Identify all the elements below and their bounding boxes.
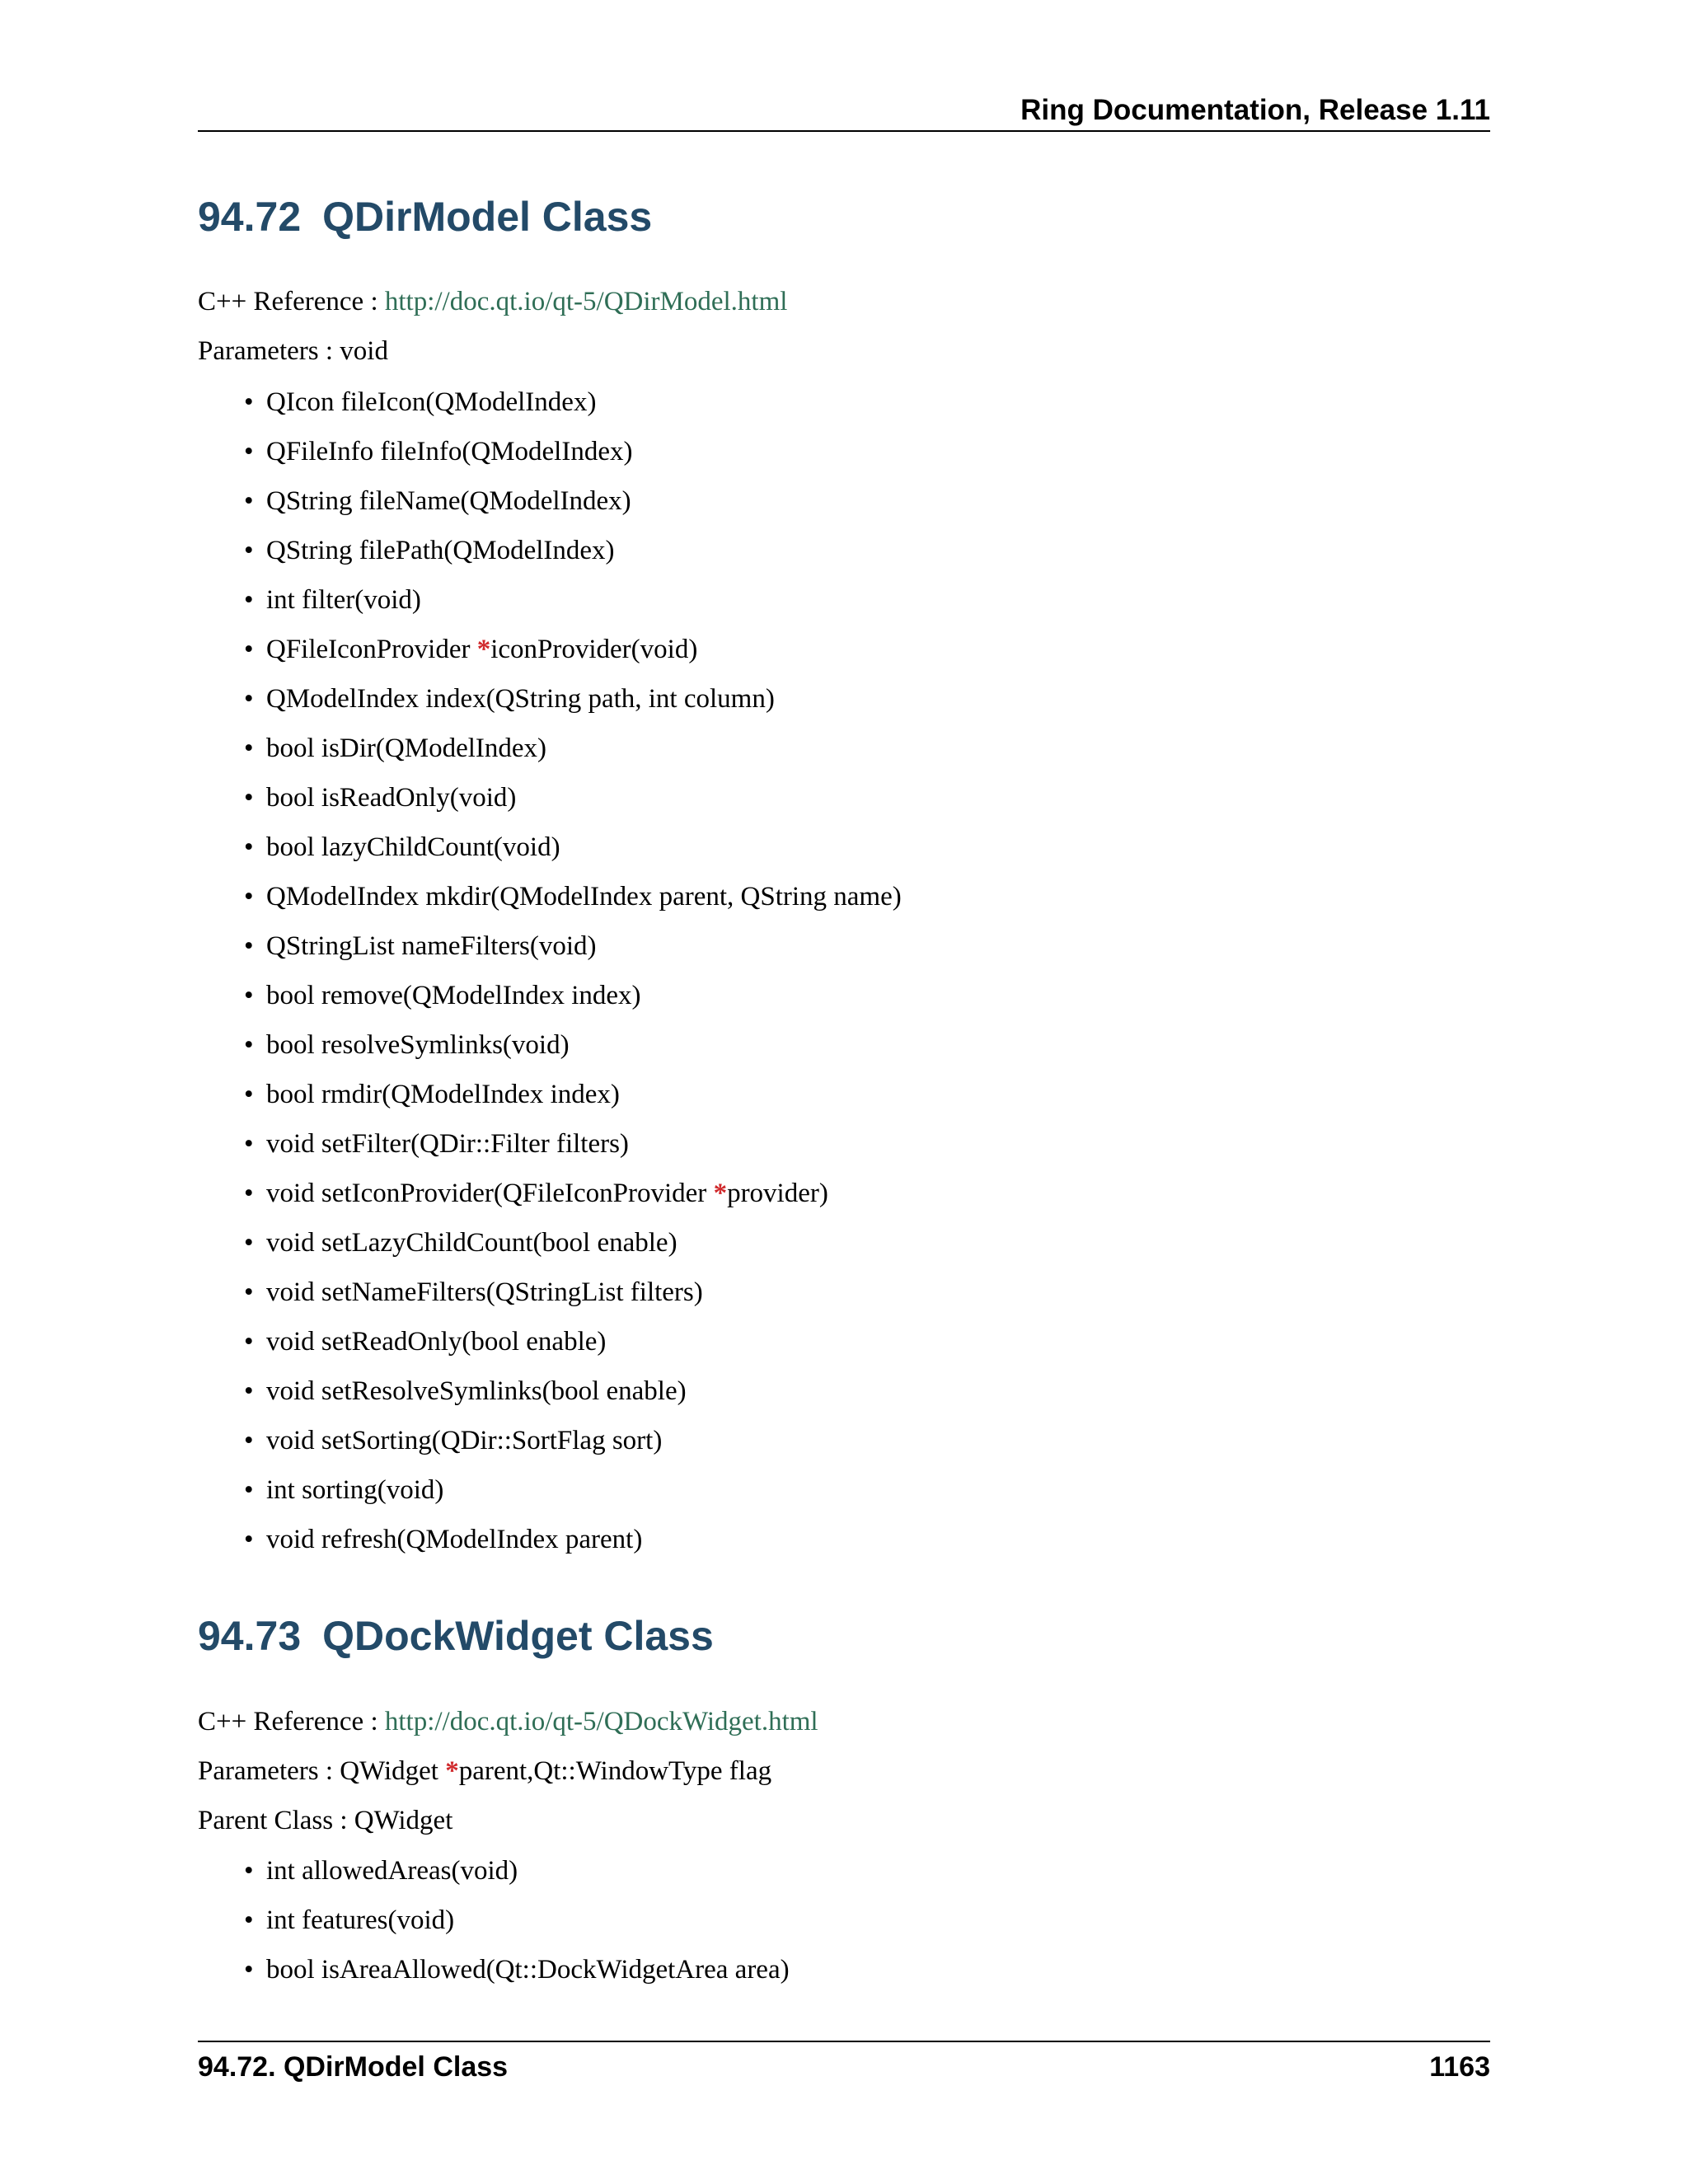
cpp-reference-line bbox=[198, 283, 787, 321]
method-item bbox=[0, 823, 902, 872]
method-item bbox=[0, 1070, 902, 1119]
bullet-icon: • bbox=[244, 1376, 254, 1406]
method-item bbox=[0, 1465, 902, 1515]
bullet-icon: • bbox=[244, 1327, 254, 1357]
method-signature: QIcon fileIcon(QModelIndex) bbox=[266, 387, 597, 417]
bullet-icon: • bbox=[244, 684, 254, 714]
bullet-icon: • bbox=[244, 981, 254, 1010]
method-item bbox=[0, 724, 902, 773]
parameters-label: Parameters : bbox=[198, 336, 340, 366]
cpp-reference-link[interactable]: http://doc.qt.io/qt-5/QDirModel.html bbox=[384, 287, 788, 316]
method-item bbox=[0, 773, 902, 823]
method-item bbox=[0, 1119, 902, 1169]
method-signature: void setReadOnly(bool enable) bbox=[266, 1327, 607, 1357]
section-heading-qdirmodel bbox=[198, 188, 652, 246]
method-item bbox=[0, 872, 902, 921]
method-item bbox=[0, 921, 902, 971]
cpp-reference-label: C++ Reference : bbox=[198, 287, 385, 316]
bullet-icon: • bbox=[244, 536, 254, 565]
bullet-icon: • bbox=[244, 1475, 254, 1505]
method-signature: QFileInfo fileInfo(QModelIndex) bbox=[266, 437, 633, 466]
method-item bbox=[0, 1366, 902, 1416]
cpp-reference-link[interactable]: http://doc.qt.io/qt-5/QDockWidget.html bbox=[384, 1707, 818, 1736]
parameters-label: Parameters : bbox=[198, 1756, 340, 1786]
parameters-line bbox=[198, 332, 388, 370]
method-signature: void setResolveSymlinks(bool enable) bbox=[266, 1376, 687, 1406]
pointer-asterisk: * bbox=[713, 1179, 728, 1208]
bullet-icon: • bbox=[244, 1080, 254, 1109]
method-item bbox=[0, 1416, 902, 1465]
method-signature-start: QFileIconProvider bbox=[266, 635, 477, 664]
method-signature: bool isAreaAllowed(Qt::DockWidgetArea area) bbox=[266, 1955, 790, 1985]
method-signature-end: iconProvider(void) bbox=[490, 635, 698, 664]
bullet-icon: • bbox=[244, 1525, 254, 1554]
method-signature-end: provider) bbox=[727, 1179, 828, 1208]
bullet-icon: • bbox=[244, 486, 254, 516]
cpp-reference-line bbox=[198, 1703, 818, 1741]
method-signature: bool resolveSymlinks(void) bbox=[266, 1030, 570, 1060]
bullet-icon: • bbox=[244, 783, 254, 813]
section-number: 94.72 bbox=[198, 194, 302, 240]
bullet-icon: • bbox=[244, 1955, 254, 1985]
method-item bbox=[0, 377, 902, 427]
method-signature: void refresh(QModelIndex parent) bbox=[266, 1525, 643, 1554]
bullet-icon: • bbox=[244, 931, 254, 961]
parameters-type: QWidget bbox=[340, 1756, 446, 1786]
bullet-icon: • bbox=[244, 1030, 254, 1060]
section-number: 94.73 bbox=[198, 1613, 302, 1659]
section-heading-qdockwidget bbox=[198, 1607, 714, 1665]
bullet-icon: • bbox=[244, 1277, 254, 1307]
method-item bbox=[0, 1218, 902, 1268]
method-item bbox=[0, 1896, 790, 1945]
bullet-icon: • bbox=[244, 1129, 254, 1159]
method-signature: void setLazyChildCount(bool enable) bbox=[266, 1228, 678, 1258]
cpp-reference-label: C++ Reference : bbox=[198, 1707, 385, 1736]
method-signature: int filter(void) bbox=[266, 585, 421, 615]
running-header: Ring Documentation, Release 1.11 bbox=[1020, 94, 1490, 126]
method-signature: void setFilter(QDir::Filter filters) bbox=[266, 1129, 629, 1159]
method-item bbox=[0, 674, 902, 724]
footer-section: 94.72. QDirModel Class bbox=[198, 2051, 509, 2083]
pointer-asterisk: * bbox=[445, 1756, 459, 1786]
header-rule bbox=[198, 130, 1490, 132]
method-signature: bool isDir(QModelIndex) bbox=[266, 733, 547, 763]
method-signature: void setNameFilters(QStringList filters) bbox=[266, 1277, 703, 1307]
bullet-icon: • bbox=[244, 1426, 254, 1455]
bullet-icon: • bbox=[244, 882, 254, 912]
bullet-icon: • bbox=[244, 832, 254, 862]
method-signature: int sorting(void) bbox=[266, 1475, 444, 1505]
method-signature: QModelIndex mkdir(QModelIndex parent, QString name) bbox=[266, 882, 902, 912]
method-signature: QStringList nameFilters(void) bbox=[266, 931, 597, 961]
bullet-icon: • bbox=[244, 1228, 254, 1258]
method-item bbox=[0, 1846, 790, 1896]
method-item bbox=[0, 1268, 902, 1317]
parent-class-line bbox=[198, 1802, 452, 1840]
method-item bbox=[0, 476, 902, 526]
method-signature: int allowedAreas(void) bbox=[266, 1856, 518, 1886]
bullet-icon: • bbox=[244, 1905, 254, 1935]
method-item bbox=[0, 1317, 902, 1366]
method-signature: int features(void) bbox=[266, 1905, 455, 1935]
page-number: 1163 bbox=[1429, 2051, 1490, 2083]
parameters-name: parent,Qt::WindowType flag bbox=[458, 1756, 772, 1786]
method-list bbox=[0, 1846, 790, 1994]
method-signature: QString filePath(QModelIndex) bbox=[266, 536, 615, 565]
bullet-icon: • bbox=[244, 437, 254, 466]
method-item bbox=[0, 575, 902, 625]
method-item bbox=[0, 625, 902, 674]
method-signature-start: void setIconProvider(QFileIconProvider bbox=[266, 1179, 714, 1208]
method-signature: QString fileName(QModelIndex) bbox=[266, 486, 631, 516]
method-item bbox=[0, 526, 902, 575]
parameters-value: void bbox=[340, 336, 388, 366]
method-signature: bool rmdir(QModelIndex index) bbox=[266, 1080, 620, 1109]
footer-rule bbox=[198, 2041, 1490, 2042]
bullet-icon: • bbox=[244, 733, 254, 763]
method-item bbox=[0, 1515, 902, 1564]
parent-class-value: QWidget bbox=[354, 1806, 453, 1835]
parameters-line bbox=[198, 1752, 771, 1790]
method-item bbox=[0, 1945, 790, 1994]
pointer-asterisk: * bbox=[476, 635, 491, 664]
section-title: QDirModel Class bbox=[322, 194, 653, 240]
parent-class-label: Parent Class : bbox=[198, 1806, 354, 1835]
bullet-icon: • bbox=[244, 387, 254, 417]
method-signature: bool isReadOnly(void) bbox=[266, 783, 517, 813]
bullet-icon: • bbox=[244, 1856, 254, 1886]
bullet-icon: • bbox=[244, 635, 254, 664]
bullet-icon: • bbox=[244, 585, 254, 615]
method-signature: QModelIndex index(QString path, int column) bbox=[266, 684, 775, 714]
method-signature: bool lazyChildCount(void) bbox=[266, 832, 560, 862]
method-item bbox=[0, 427, 902, 476]
method-item bbox=[0, 971, 902, 1020]
method-list bbox=[0, 377, 902, 1564]
method-signature: bool remove(QModelIndex index) bbox=[266, 981, 641, 1010]
section-title: QDockWidget Class bbox=[322, 1613, 714, 1659]
method-signature: void setSorting(QDir::SortFlag sort) bbox=[266, 1426, 663, 1455]
method-item bbox=[0, 1169, 902, 1218]
bullet-icon: • bbox=[244, 1179, 254, 1208]
method-item bbox=[0, 1020, 902, 1070]
